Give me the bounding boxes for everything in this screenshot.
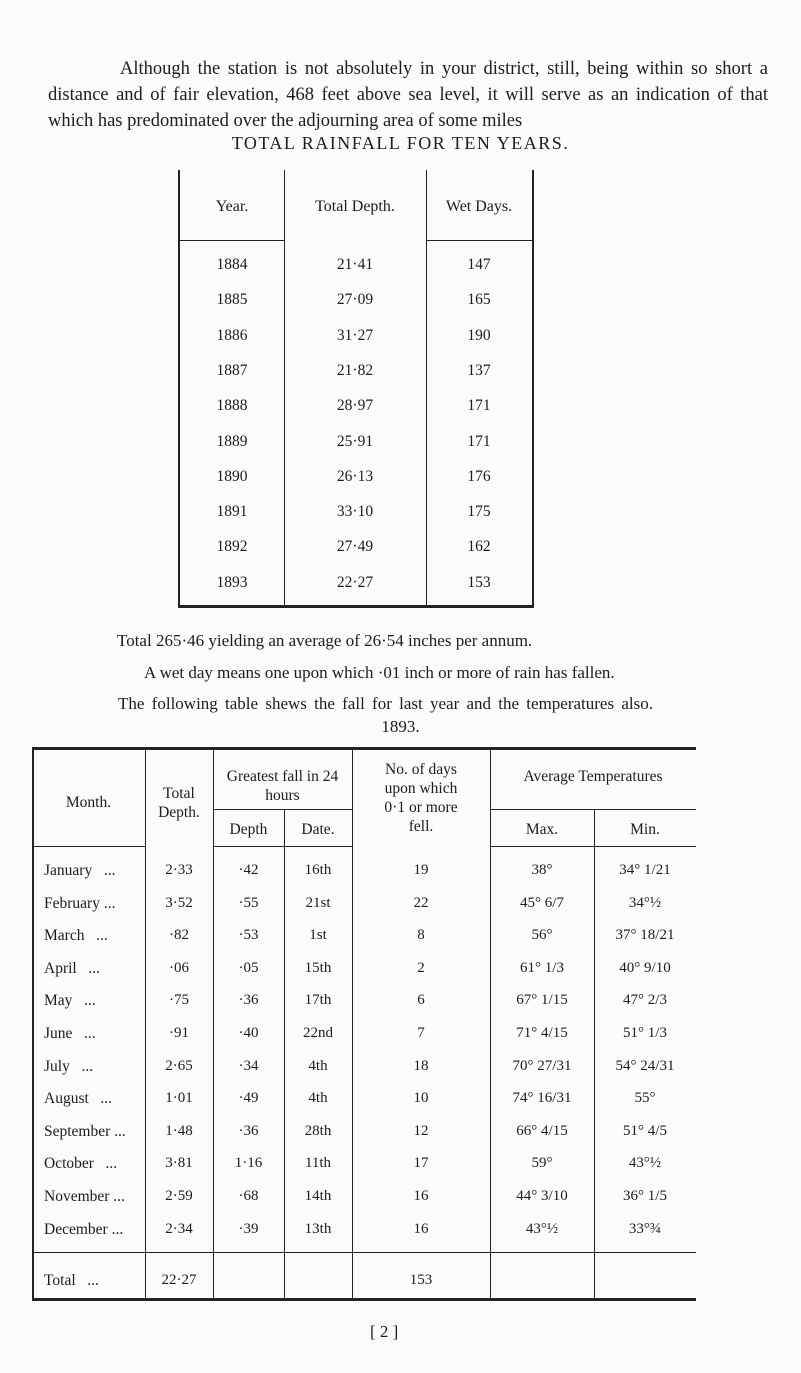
year-cell: 1889 (216, 432, 248, 450)
month-label: July ... (44, 1057, 94, 1075)
wet-days-cell: 190 (467, 326, 491, 344)
ten-year-table (178, 170, 534, 608)
month-label: January ... (44, 862, 116, 879)
greatest-date-cell: 1st (309, 927, 327, 944)
note-total: Total 265·46 yielding an average of 26·54 inches per annum. (117, 631, 533, 650)
header-max: Max. (525, 821, 559, 838)
note-following: The following table shews the fall for last year and the temperatures also. (118, 694, 653, 713)
max-temp-cell: 38° (531, 862, 553, 878)
max-temp-cell: 71° 4/15 (516, 1025, 568, 1041)
greatest-depth-cell: ·53 (238, 927, 259, 944)
wet-days-cell: 165 (467, 291, 491, 309)
greatest-date-cell: 4th (308, 1057, 328, 1074)
max-temp-cell: 66° 4/15 (516, 1122, 568, 1139)
max-temp-cell: 74° 16/31 (512, 1090, 572, 1107)
days-cell: 8 (417, 927, 425, 944)
header-days-4: fell. (408, 818, 434, 835)
greatest-date-cell: 15th (304, 959, 332, 976)
greatest-depth-cell: ·36 (238, 992, 259, 1009)
total-depth-cell: 27·09 (336, 291, 374, 309)
intro-paragraph: Although the station is not absolutely in your district, still, being within so short a distance and of fair elevation, 468 feet above sea level, it will serve as an indication of that which has predominated over the adjourning area of some miles (48, 59, 768, 131)
month-label: September ... (44, 1122, 126, 1140)
max-temp-cell: 70° 27/31 (512, 1057, 572, 1074)
header-date: Date. (301, 821, 335, 838)
greatest-date-cell: 11th (304, 1155, 332, 1172)
header-total-depth-2: Depth. (158, 804, 200, 821)
month-label: December ... (44, 1220, 124, 1238)
month-total-depth-cell: 2·34 (165, 1220, 193, 1237)
header-greatest-fall: Greatest fall in 24 hours (226, 768, 339, 804)
min-temp-cell: 54° 24/31 (615, 1057, 675, 1074)
min-temp-cell: 36° 1/5 (623, 1188, 667, 1204)
wet-days-cell: 171 (467, 397, 491, 415)
min-temp-cell: 33°¾ (628, 1220, 662, 1237)
year-cell: 1888 (216, 397, 248, 415)
days-cell: 17 (413, 1155, 429, 1172)
month-total-depth-cell: ·91 (169, 1025, 189, 1041)
year-cell: 1885 (216, 291, 248, 309)
year-cell: 1886 (216, 326, 248, 344)
total-depth-cell: 33·10 (336, 503, 374, 521)
min-temp-cell: 55° (634, 1090, 656, 1107)
month-total-depth-cell: 1·48 (165, 1122, 193, 1139)
header-total-depth: Total Depth. (315, 198, 395, 215)
total-depth-cell: 21·82 (336, 361, 374, 379)
days-cell: 19 (413, 862, 429, 878)
note-wet-day: A wet day means one upon which ·01 inch or more of rain has fallen. (144, 663, 615, 682)
total-depth-cell: 28·97 (336, 397, 374, 415)
min-temp-cell: 51° 4/5 (623, 1122, 667, 1139)
greatest-depth-cell: ·36 (238, 1122, 259, 1139)
month-label: March ... (44, 927, 108, 945)
header-average-temperatures: Average Temperatures (523, 768, 663, 785)
year-cell: 1890 (216, 467, 248, 485)
total-label: Total ... (44, 1272, 99, 1289)
monthly-table (32, 747, 696, 1289)
year-cell: 1892 (216, 538, 248, 556)
month-total-depth-cell: ·75 (169, 992, 189, 1009)
header-min: Min. (630, 821, 660, 838)
year-cell: 1891 (216, 503, 248, 521)
year-cell: 1887 (216, 361, 248, 379)
month-label: August ... (44, 1090, 113, 1108)
month-total-depth-cell: ·06 (169, 959, 189, 976)
ten-year-table-title: TOTAL RAINFALL FOR TEN YEARS. (231, 133, 570, 153)
total-depth-cell: 26·13 (336, 467, 374, 485)
wet-days-cell: 171 (467, 432, 491, 450)
min-temp-cell: 37° 18/21 (615, 927, 675, 944)
month-label: October ... (44, 1155, 118, 1173)
header-days-2: upon which (384, 780, 458, 797)
header-days-3: 0·1 or more (384, 799, 458, 816)
total-days-value: 153 (409, 1272, 433, 1288)
greatest-depth-cell: ·39 (238, 1220, 259, 1237)
greatest-date-cell: 16th (304, 862, 332, 878)
max-temp-cell: 43°½ (525, 1220, 559, 1237)
month-total-depth-cell: ·82 (169, 927, 189, 944)
header-total-depth-1: Total (163, 785, 195, 802)
days-cell: 22 (413, 894, 429, 911)
days-cell: 2 (417, 959, 425, 976)
header-depth: Depth (229, 821, 268, 838)
greatest-depth-cell: 1·16 (234, 1155, 263, 1172)
min-temp-cell: 34°½ (628, 894, 662, 911)
total-depth-value: 22·27 (161, 1272, 197, 1288)
total-depth-cell: 31·27 (336, 326, 374, 344)
greatest-date-cell: 13th (304, 1220, 332, 1237)
greatest-depth-cell: ·34 (238, 1057, 259, 1074)
greatest-date-cell: 4th (308, 1090, 328, 1107)
month-total-depth-cell: 2·65 (165, 1057, 193, 1074)
days-cell: 7 (417, 1025, 425, 1041)
greatest-depth-cell: ·49 (238, 1090, 259, 1107)
days-cell: 16 (413, 1188, 429, 1204)
total-depth-cell: 25·91 (336, 432, 374, 450)
greatest-depth-cell: ·55 (238, 894, 259, 911)
month-total-depth-cell: 3·81 (165, 1155, 193, 1172)
year-cell: 1893 (216, 573, 248, 591)
max-temp-cell: 56° (531, 927, 553, 944)
header-year: Year. (215, 198, 249, 215)
greatest-date-cell: 17th (304, 992, 332, 1009)
header-month: Month. (65, 794, 112, 811)
greatest-date-cell: 14th (304, 1188, 332, 1204)
max-temp-cell: 67° 1/15 (516, 992, 568, 1009)
greatest-date-cell: 21st (305, 894, 331, 911)
days-cell: 10 (413, 1090, 429, 1107)
days-cell: 16 (413, 1220, 429, 1237)
month-label: April ... (44, 959, 100, 977)
wet-days-cell: 153 (467, 573, 491, 591)
greatest-depth-cell: ·68 (238, 1188, 259, 1204)
month-total-depth-cell: 1·01 (165, 1090, 193, 1107)
min-temp-cell: 51° 1/3 (623, 1025, 667, 1041)
max-temp-cell: 45° 6/7 (520, 894, 564, 911)
min-temp-cell: 34° 1/21 (619, 862, 671, 878)
min-temp-cell: 47° 2/3 (623, 992, 667, 1009)
total-depth-cell: 21·41 (336, 256, 374, 273)
wet-days-cell: 176 (467, 467, 491, 485)
month-label: February ... (44, 894, 116, 912)
days-cell: 18 (413, 1057, 429, 1074)
wet-days-cell: 137 (467, 361, 491, 379)
monthly-table-year: 1893. (381, 717, 420, 736)
month-total-depth-cell: 2·33 (165, 862, 193, 878)
max-temp-cell: 59° (531, 1155, 553, 1172)
header-days-1: No. of days (385, 761, 457, 778)
month-label: November ... (44, 1188, 125, 1205)
total-depth-cell: 22·27 (336, 573, 374, 591)
header-wet-days: Wet Days. (445, 198, 513, 215)
days-cell: 12 (413, 1122, 429, 1139)
month-label: June ... (44, 1025, 96, 1042)
wet-days-cell: 162 (467, 538, 491, 556)
greatest-date-cell: 22nd (303, 1025, 333, 1041)
month-total-depth-cell: 3·52 (165, 894, 193, 911)
greatest-depth-cell: ·42 (238, 862, 259, 878)
days-cell: 6 (417, 992, 425, 1009)
greatest-date-cell: 28th (304, 1122, 332, 1139)
max-temp-cell: 44° 3/10 (516, 1188, 568, 1204)
year-cell: 1884 (216, 256, 248, 273)
min-temp-cell: 40° 9/10 (619, 959, 671, 976)
month-label: May ... (44, 992, 96, 1010)
max-temp-cell: 61° 1/3 (520, 959, 564, 976)
min-temp-cell: 43°½ (628, 1155, 662, 1172)
wet-days-cell: 175 (467, 503, 491, 521)
wet-days-cell: 147 (467, 256, 491, 273)
greatest-depth-cell: ·40 (238, 1025, 259, 1041)
page-number: [ 2 ] (370, 1322, 399, 1341)
month-total-depth-cell: 2·59 (165, 1188, 193, 1204)
total-depth-cell: 27·49 (336, 538, 374, 556)
greatest-depth-cell: ·05 (238, 959, 259, 976)
